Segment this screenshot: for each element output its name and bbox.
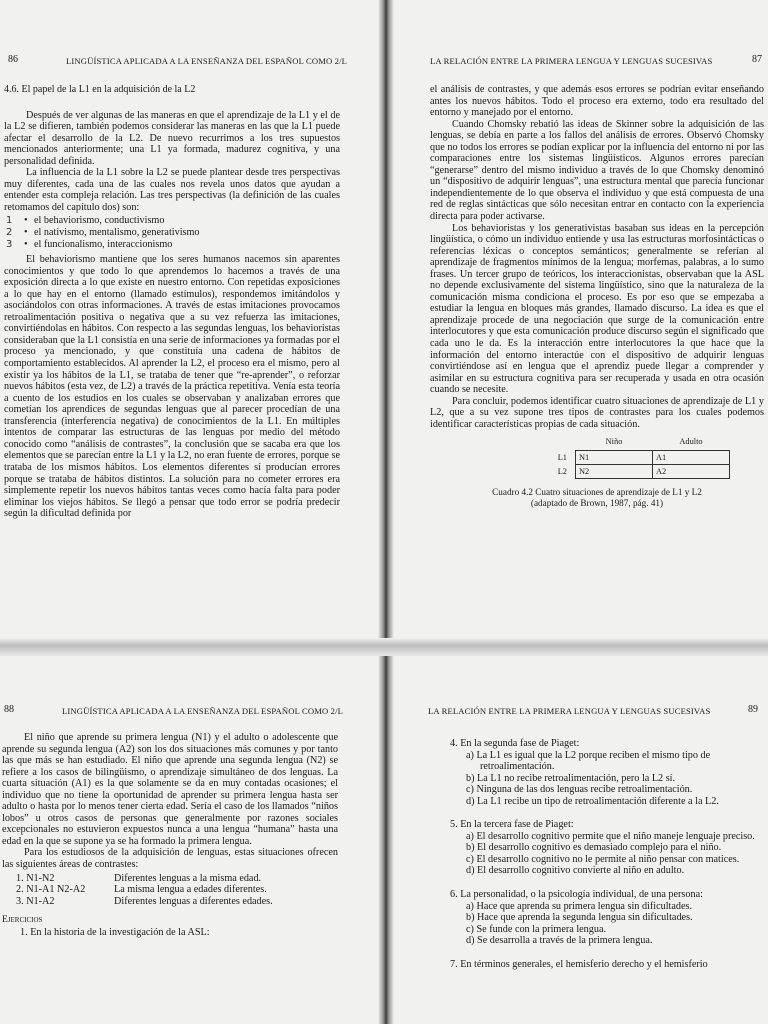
table-cell: N2 <box>576 464 653 478</box>
paragraph: Los behavioristas y los generativistas basaban sus ideas en la percepción lingüística, o cómo un individuo entiende y usa las estructuras morfosintácticas o referencias léxicas o conceptos semánticos; generalmente se referían al aprendizaje de fragmentos mínimos de la lengua; morfemas, palabras, a lo sumo frases. Un tercer grupo de teóricos, los interaccionistas, observaban que la ASL no depende exclusivamente del sistema lingüístico, sino que la naturaleza de la comunicación misma condiciona el proceso. Es por eso que se empezaba a estudiar la lengua en bloques más grandes, llamado discurso. La idea es que el aprendizaje procede de una negociación que surge de la comunicación entre interlocutores y que esta comunicación produce discurso según el significado que cada uno le da. Es la interacción entre interlocutores la que hace que la información del entorno interactúe con el dispositivo de adquirir lenguas convirtiéndose así en lengua que el aprendiz puede llegar a comprender y asimilar en su estructura cognitiva para ser recuperada y usada en otra ocasión cuando se necesite. <box>430 222 764 396</box>
page-86-body <box>4 84 340 520</box>
paragraph: Para los estudiosos de la adquisición de lenguas, estas situaciones ofrecen las siguientes áreas de contrastes: <box>2 847 338 871</box>
exercises-heading: Ejercicios <box>2 915 43 926</box>
table-cell: N1 <box>576 450 653 464</box>
list-item: • 2 el nativismo, mentalismo, generativismo <box>34 227 340 239</box>
book-spine-shadow <box>378 0 394 1024</box>
perspectives-list <box>4 215 340 250</box>
list-item: • 3 el funcionalismo, interaccionismo <box>34 239 340 251</box>
answer-option: a) Hace que aprenda su primera lengua sin dificultades. <box>466 900 693 912</box>
exercise-question: 1. En la historia de la investigación de la ASL: <box>20 926 210 938</box>
paragraph: Después de ver algunas de las maneras en que el aprendizaje de la L1 y el de la L2 se difieren, también podemos considerar las maneras en las que la L1 puede afectar el desarrollo de la L2. De nuevo recurrimos a los tres supuestos mencionados anteriormente; una L1 ya formada, madurez cognitiva, y una personalidad definida. <box>4 109 340 167</box>
answer-option: c) Ninguna de las dos lenguas recibe retroalimentación. <box>466 784 693 796</box>
table-row <box>540 450 730 464</box>
answer-option: b) El desarrollo cognitivo es demasiado complejo para el niño. <box>466 842 722 854</box>
answer-option: d) La L1 recibe un tipo de retroalimentación diferente a la L2. <box>466 795 719 807</box>
page-87-body <box>430 84 764 509</box>
answer-option: d) El desarrollo cognitivo convierte al niño en adulto. <box>466 865 685 877</box>
handwritten-mark: • 2 <box>6 227 13 239</box>
page-88-body <box>2 732 338 938</box>
answer-option: c) Se funde con la primera lengua. <box>466 923 607 935</box>
answer-option: a) El desarrollo cognitivo permite que el niño maneje lenguaje preciso. <box>466 830 755 842</box>
paragraph: La influencia de la L1 sobre la L2 se puede plantear desde tres perspectivas muy diferentes, cada una de las cuales nos revela unos datos que ayudan a entender esta compleja relación. Las tres perspectivas (la definición de las cuales retomamos del capítulo dos) son: <box>4 167 340 213</box>
page-number: 86 <box>8 54 18 65</box>
list-item: • 1 el behaviorismo, conductivismo <box>34 215 340 227</box>
caption-line: (adaptado de Brown, 1987, pág. 41) <box>530 497 664 508</box>
page-89 <box>390 652 768 1024</box>
list-item: 2. N1-A1 N2-A2 La misma lengua a edades diferentes. <box>16 884 267 896</box>
page-87 <box>390 0 768 640</box>
column-header: Adulto <box>679 437 703 447</box>
paragraph: el análisis de contrastes, y que además esos errores se podrían evitar enseñando antes los nuevos hábitos. Todo el proceso era externo, todo era resultado del entorno y manejado por el entorno. <box>430 84 764 119</box>
exercise-list <box>450 738 760 970</box>
list-item: 1. N1-N2 Diferentes lenguas a la misma edad. <box>16 872 262 884</box>
row-label: L1 <box>557 452 567 462</box>
exercise-question: 7. En términos generales, el hemisferio derecho y el hemisferio <box>450 958 708 970</box>
answer-option: a) La L1 es igual que la L2 porque reciben el mismo tipo de retroalimentación. <box>466 749 711 773</box>
exercise-question: 5. En la tercera fase de Piaget: a) El desarrollo cognitivo permite que el niño maneje lenguaje preciso. b) El desarrollo cognitivo es demasiado complejo para el niño. c) El desarrollo cognitivo no le permite al niño pensar con matices. d) El desarrollo cognitivo convierte al niño en adulto. <box>450 819 760 877</box>
paragraph: El niño que aprende su primera lengua (N1) y el adulto o adolescente que aprende su segunda lengua (A2) son los dos situaciones más comunes y por tanto las que más se han estudiado. El niño que aprende una segunda lengua (N2) se refiere a los casos de bilingüismo, o aprendizaje simultáneo de dos lenguas. La cuarta situación (A1) es la que solamente se da en muy contadas ocasiones; el individuo que no tiene la oportunidad de aprender su primera lengua hasta ser adulto o hasta por lo menos tener cierta edad. Sería el caso de los llamados “niños lobos” u otros casos de personas que generalmente por razones sociales excepcionales no estuvieron expuestos nunca a una lengua “humana” hasta una edad en la que se supone ya se ha formado la primera lengua. <box>2 732 338 847</box>
paragraph: El behaviorismo mantiene que los seres humanos nacemos sin aparentes conocimientos y que todo lo que aprendemos lo hacemos a través de una exposición directa a lo que existe en nuestro entorno. Con repetidas exposiciones a lo que hay en el entorno (llamado estímulos), respondemos imitándolos y asociándolos con otras informaciones. A través de estas imitaciones provocamos retroalimentación positiva o negativa que a su vez refuerza las imitaciones, convirtiéndolas en hábitos. Con respecto a las segundas lenguas, los behavioristas consideraban que la L1 consistía en una serie de informaciones ya formadas por el proceso ya mencionado, y que constituía una cadena de hábitos de comportamiento establecidos. Al aprender la L2, el proceso era el mismo, pero al existir ya los hábitos de la L1, se trataba de tener que “re-aprender”, o reforzar nuevos hábitos (esta vez, de L2) a través de la práctica repetitiva. Venía esta teoría a cuento de los estudios en los cuales se observaban y analizaban errores que cometían los aprendices de segundas lenguas que al parecer procedían de una transferencia (interferencia negativa) de conocimientos de la L1. En múltiples intentos de comparar las estructuras de las lenguas por medio del método conocido como “análisis de contrastes”, la conclusión que se sacaba era que los elementos que se parecían entre la L1 y la L2, no eran fuente de errores, porque se trataba de los mismos hábitos. Los elementos diferentes sí producían errores porque se trataba de hábitos distintos. La solución para no cometer errores era simplemente repetir los nuevos hábitos tantas veces como hacía falta para poder eliminar los viejos hábitos. Se llegó a pensar que todo error se podría predecir según la dificultad definida por <box>4 254 340 520</box>
page-88 <box>0 652 382 1024</box>
paragraph: Para concluir, podemos identificar cuatro situaciones de aprendizaje de L1 y L2, que a su vez supone tres tipos de contrastes para los cuales podemos identificar características propias de cada situación. <box>430 395 764 430</box>
page-86 <box>0 0 382 640</box>
answer-option: b) La L1 no recibe retroalimentación, pero la L2 sí. <box>466 772 676 784</box>
contrast-list <box>16 873 338 908</box>
page-number: 88 <box>4 704 14 715</box>
page-89-body <box>450 738 760 982</box>
running-head: LINGÜÍSTICA APLICADA A LA ENSEÑANZA DEL ESPAÑOL COMO 2/L <box>66 56 348 66</box>
exercise-question: 4. En la segunda fase de Piaget: a) La L1 es igual que la L2 porque reciben el mismo tipo de retroalimentación. b) La L1 no recibe retroalimentación, pero la L2 sí. c) Ninguna de las dos lenguas recibe retroalimentación. d) La L1 recibe un tipo de retroalimentación diferente a la L2. <box>450 738 760 807</box>
page-number: 87 <box>752 54 762 65</box>
running-head: LA RELACIÓN ENTRE LA PRIMERA LENGUA Y LENGUAS SUCESIVAS <box>430 56 713 66</box>
page-number: 89 <box>748 704 758 715</box>
learning-situations-table <box>430 436 764 509</box>
section-title: 4.6. El papel de la L1 en la adquisición de la L2 <box>4 84 196 95</box>
row-label: L2 <box>557 466 567 476</box>
answer-option: b) Hace que aprenda la segunda lengua sin dificultades. <box>466 912 693 924</box>
column-header: Niño <box>605 437 623 447</box>
paragraph: Cuando Chomsky rebatió las ideas de Skinner sobre la adquisición de las lenguas, se debía en parte a los fallos del análisis de errores. Observó Chomsky que no todos los errores se podían explicar por la influencia del entorno ni por las comparaciones entre los sistemas lingüísticos. Algunos errores parecían “generarse” dentro del mismo individuo a través de lo que Chomsky denominó un “dispositivo de adquirir lenguas”, una estructura mental que parecía funcionar independientemente de lo que observa el individuo y que está compuesta de una red de reglas sintácticas que sólo necesitan entrar en contacto con la experiencia directa para poder activarse. <box>430 118 764 223</box>
table-cell: A1 <box>653 450 730 464</box>
running-head: LINGÜÍSTICA APLICADA A LA ENSEÑANZA DEL ESPAÑOL COMO 2/L <box>62 706 344 716</box>
table-cell: A2 <box>653 464 730 478</box>
exercise-question: 6. La personalidad, o la psicología individual, de una persona: a) Hace que aprenda su primera lengua sin dificultades. b) Hace que aprenda la segunda lengua sin dificultades. c) Se funde con la primera lengua. d) Se desarrolla a través de la primera lengua. <box>450 889 760 947</box>
list-item: 3. N1-A2 Diferentes lenguas a diferentes edades. <box>16 895 273 907</box>
handwritten-mark: • 1 <box>6 215 13 227</box>
table-row <box>540 464 730 478</box>
running-head: LA RELACIÓN ENTRE LA PRIMERA LENGUA Y LENGUAS SUCESIVAS <box>428 706 711 716</box>
handwritten-mark: • 3 <box>6 238 13 250</box>
caption-line: Cuadro 4.2 Cuatro situaciones de aprendizaje de L1 y L2 <box>492 486 702 497</box>
page-fold <box>0 638 768 656</box>
answer-option: d) Se desarrolla a través de la primera lengua. <box>466 935 653 947</box>
table-caption <box>430 487 764 509</box>
answer-option: c) El desarrollo cognitivo no le permite al niño pensar con matices. <box>466 853 740 865</box>
